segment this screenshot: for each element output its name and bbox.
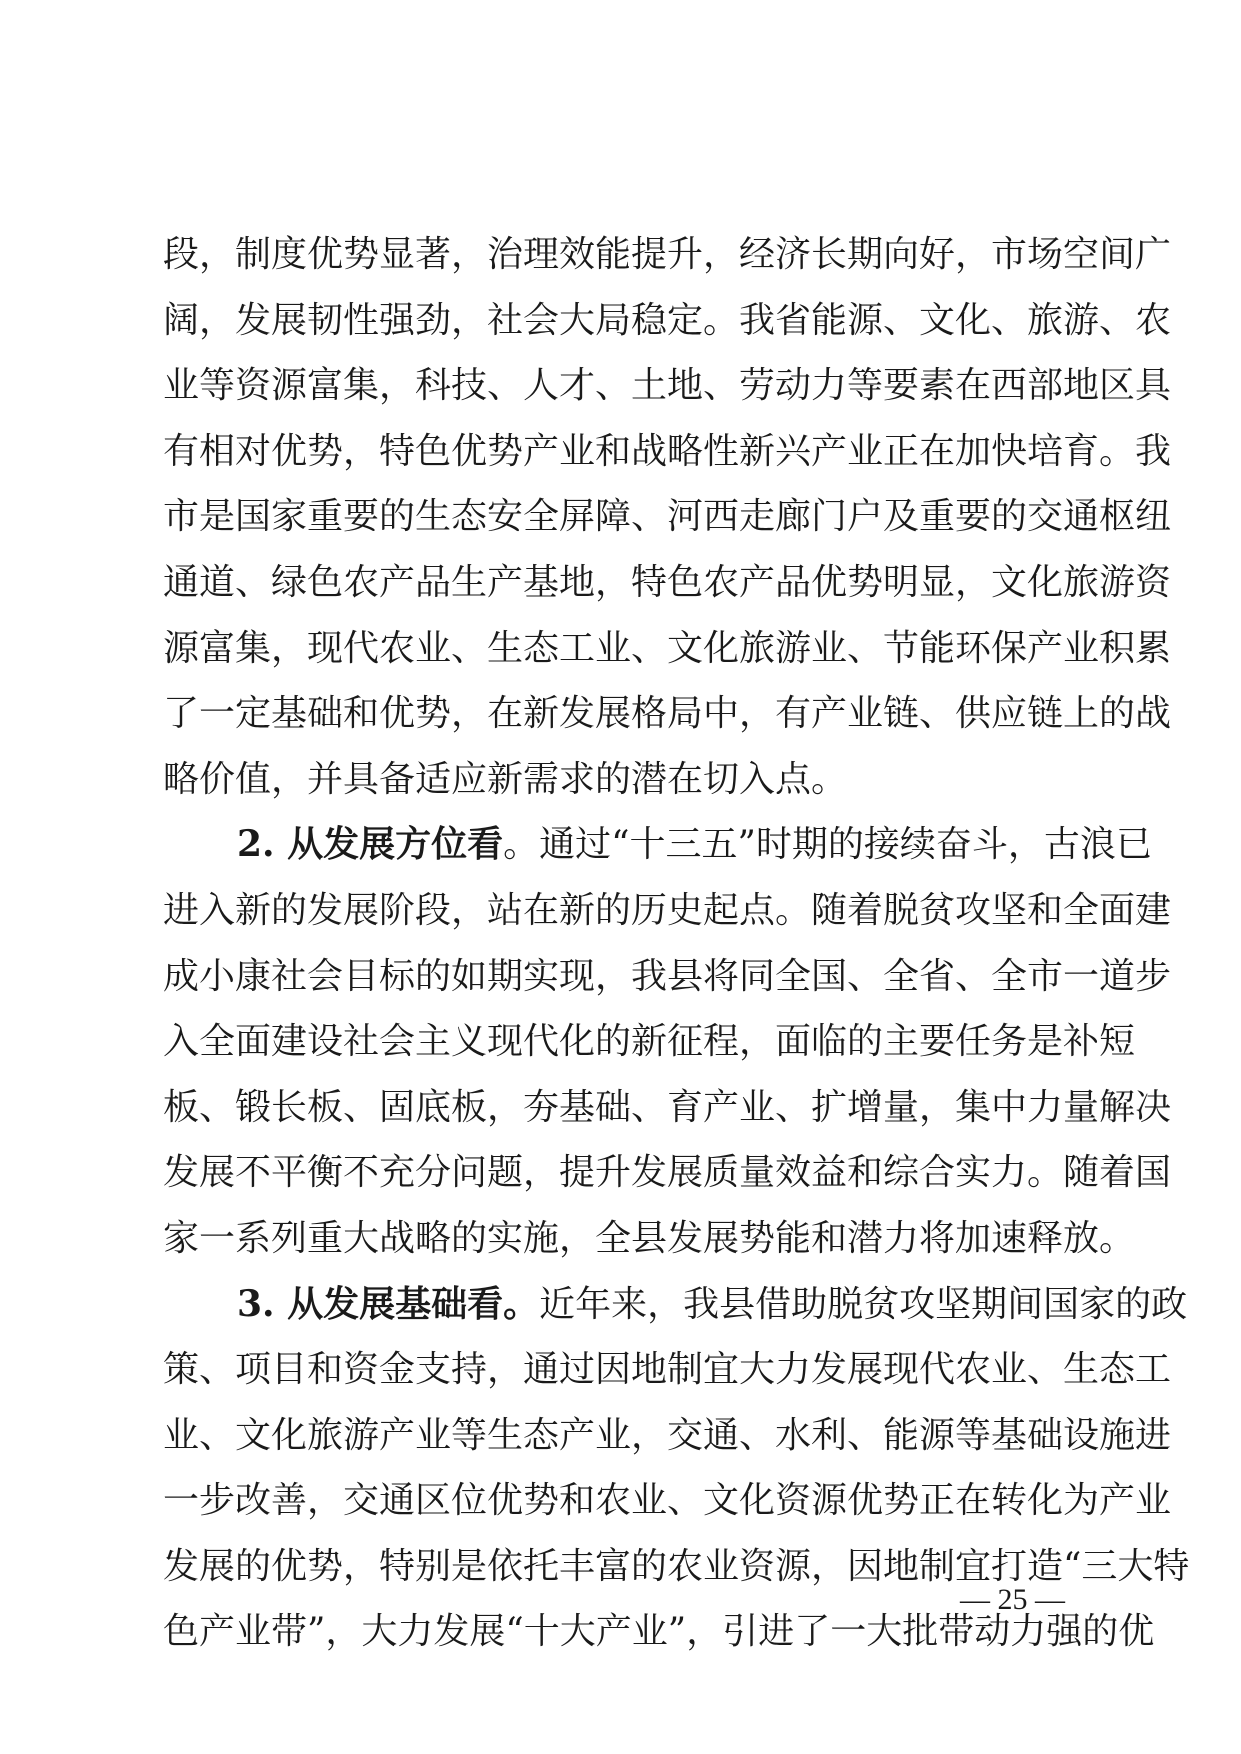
text-run: 。通过“十三五”时期的接续奋斗，古浪已 xyxy=(503,824,1152,866)
text-line: 发展的优势，特别是依托丰富的农业资源，因地制宜打造“三大特 xyxy=(163,1545,1190,1587)
section-heading: 2. 从发展方位看 xyxy=(237,823,504,866)
text-line: 策、项目和资金支持，通过因地制宜大力发展现代农业、生态工 xyxy=(163,1349,1172,1391)
text-line: 源富集，现代农业、生态工业、文化旅游业、节能环保产业积累 xyxy=(163,627,1172,669)
text-line: 了一定基础和优势，在新发展格局中，有产业链、供应链上的战 xyxy=(163,693,1172,735)
text-line: 略价值，并具备适应新需求的潜在切入点。 xyxy=(163,758,848,800)
paragraph-first-line xyxy=(163,812,1152,878)
text-line: 板、锻长板、固底板，夯基础、育产业、扩增量，集中力量解决 xyxy=(163,1086,1172,1128)
paragraph-1 xyxy=(163,222,1172,812)
text-line: 有相对优势，特色优势产业和战略性新兴产业正在加快培育。我 xyxy=(163,430,1172,472)
document-body xyxy=(163,222,1190,1665)
text-line: 段，制度优势显著，治理效能提升，经济长期向好，市场空间广 xyxy=(163,234,1172,275)
text-line: 成小康社会目标的如期实现，我县将同全国、全省、全市一道步 xyxy=(163,955,1172,997)
text-line: 进入新的发展阶段，站在新的历史起点。随着脱贫攻坚和全面建 xyxy=(163,889,1172,931)
text-line: 市是国家重要的生态安全屏障、河西走廊门户及重要的交通枢纽 xyxy=(163,496,1172,538)
paragraph-2 xyxy=(163,812,1172,1271)
paragraph-3 xyxy=(163,1272,1190,1666)
text-line: 通道、绿色农产品生产基地，特色农产品优势明显，文化旅游资 xyxy=(163,561,1172,603)
text-line: 入全面建设社会主义现代化的新征程，面临的主要任务是补短 xyxy=(163,1021,1136,1063)
text-line: 色产业带”，大力发展“十大产业”，引进了一大批带动力强的优 xyxy=(163,1611,1155,1653)
text-line: 业、文化旅游产业等生态产业，交通、水利、能源等基础设施进 xyxy=(163,1414,1172,1456)
text-run: 近年来，我县借助脱贫攻坚期间国家的政 xyxy=(539,1283,1188,1325)
page-number: — 25 — xyxy=(960,1583,1065,1616)
text-line: 阔，发展韧性强劲，社会大局稳定。我省能源、文化、旅游、农 xyxy=(163,299,1172,341)
text-line: 家一系列重大战略的实施，全县发展势能和潜力将加速释放。 xyxy=(163,1217,1136,1259)
text-line: 业等资源富集，科技、人才、土地、劳动力等要素在西部地区具 xyxy=(163,365,1172,407)
text-line: 发展不平衡不充分问题，提升发展质量效益和综合实力。随着国 xyxy=(163,1152,1172,1194)
section-heading: 3. 从发展基础看。 xyxy=(237,1282,540,1325)
paragraph-first-line xyxy=(163,1272,1188,1338)
text-line: 一步改善，交通区位优势和农业、文化资源优势正在转化为产业 xyxy=(163,1480,1172,1522)
